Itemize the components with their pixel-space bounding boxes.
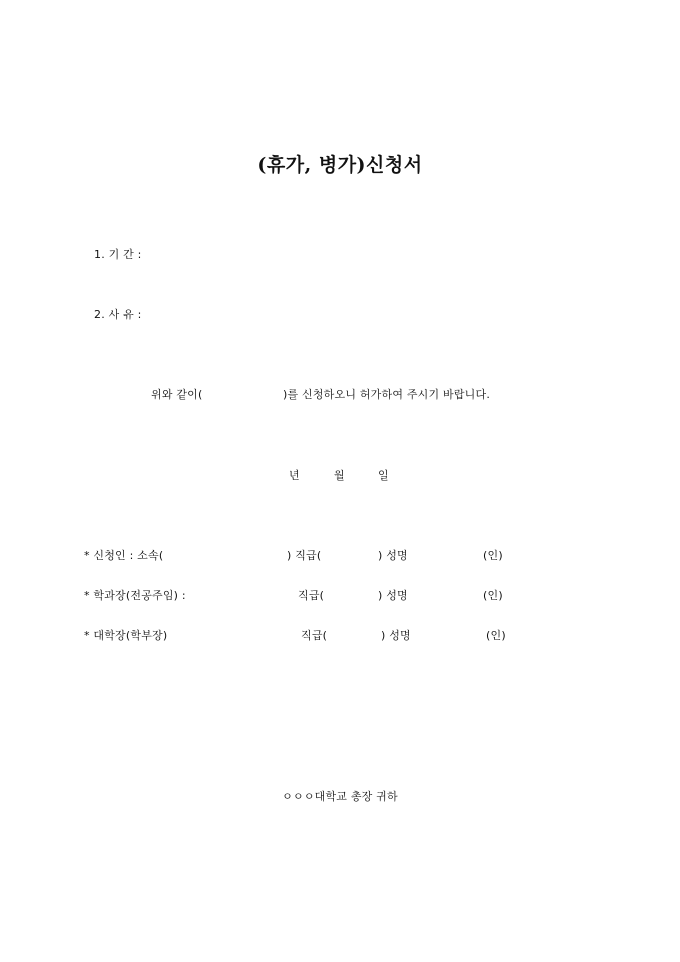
dept-head-name-label: ) 성명 — [378, 589, 408, 602]
dept-head-rank-open: 직급( — [298, 589, 325, 602]
request-prefix: 위와 같이( — [151, 388, 203, 401]
addressee: ㅇㅇㅇ대학교 총장 귀하 — [282, 790, 398, 803]
reason-label: 2. 사 유 : — [94, 308, 142, 321]
dean-label: * 대학장(학부장) — [84, 629, 168, 642]
applicant-seal: (인) — [483, 549, 503, 562]
applicant-label: * 신청인 : 소속( — [84, 549, 164, 562]
date-day: 일 — [378, 469, 389, 482]
dean-seal: (인) — [486, 629, 506, 642]
dept-head-seal: (인) — [483, 589, 503, 602]
date-month: 월 — [334, 469, 345, 482]
period-label: 1. 기 간 : — [94, 248, 142, 261]
dean-name-label: ) 성명 — [381, 629, 411, 642]
applicant-rank-open: ) 직급( — [287, 549, 322, 562]
applicant-name-label: ) 성명 — [378, 549, 408, 562]
document-title: (휴가, 병가)신청서 — [257, 154, 423, 176]
date-year: 년 — [289, 469, 300, 482]
dean-rank-open: 직급( — [301, 629, 328, 642]
dept-head-label: * 학과장(전공주임) : — [84, 589, 186, 602]
request-suffix: )를 신청하오니 허가하여 주시기 바랍니다. — [283, 388, 491, 401]
